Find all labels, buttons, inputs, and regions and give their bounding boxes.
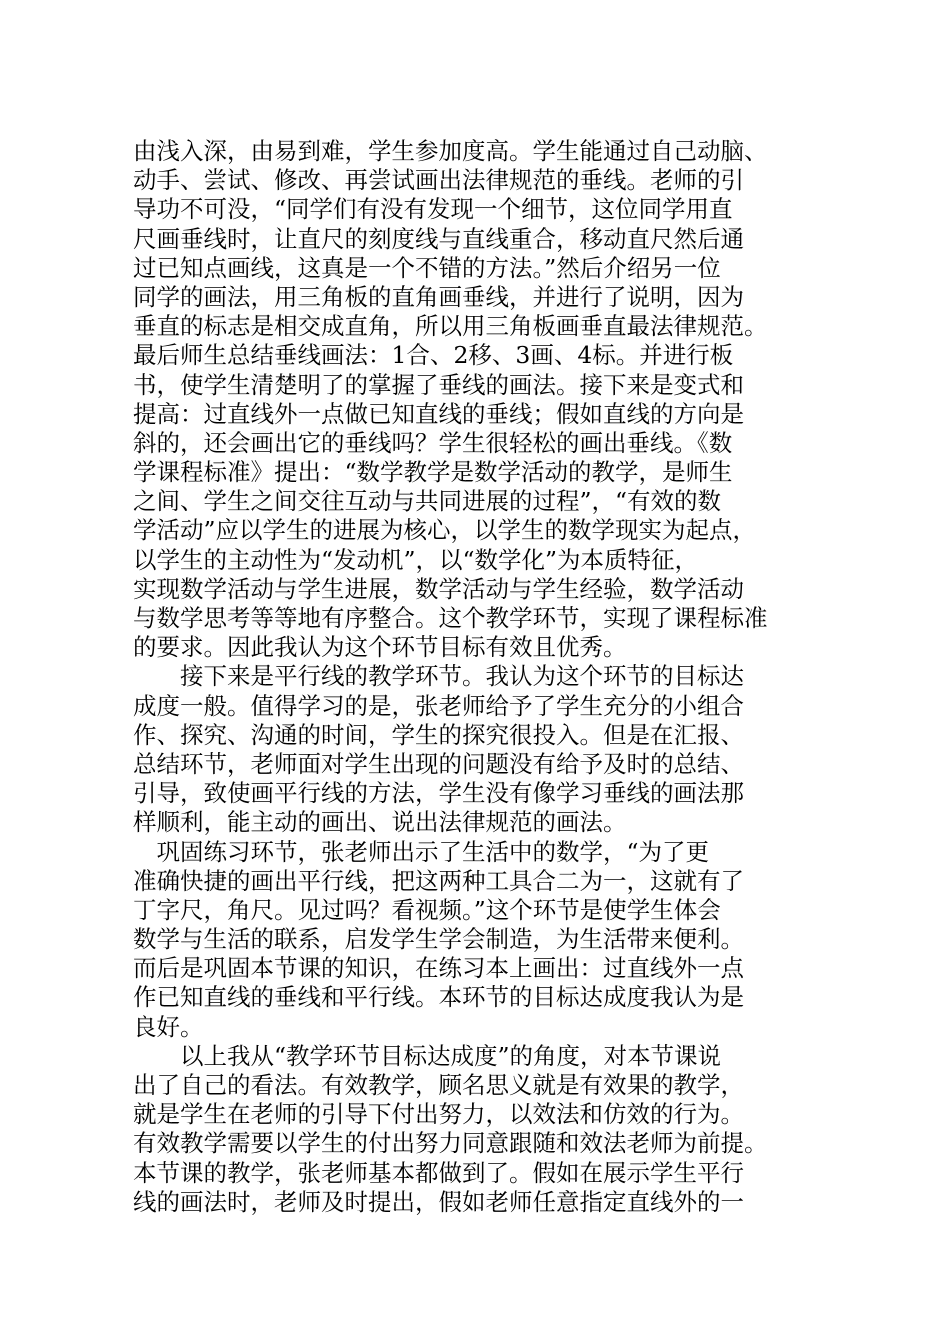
text-line: 本节课的教学，张老师基本都做到了。假如在展示学生平行: [133, 1158, 744, 1187]
text-line: 书，使学生清楚明了的掌握了垂线的画法。接下来是变式和: [133, 370, 744, 399]
text-line: 准确快捷的画出平行线，把这两种工具合二为一，这就有了: [133, 866, 744, 895]
text-line: 最后师生总结垂线画法：1合、2移、3画、4标。并进行板: [133, 341, 734, 370]
text-line: 同学的画法，用三角板的直角画垂线，并进行了说明，因为: [133, 282, 744, 311]
text-line: 提高：过直线外一点做已知直线的垂线；假如直线的方向是: [133, 399, 744, 428]
text-line: 引导，致使画平行线的方法，学生没有像学习垂线的画法那: [133, 779, 744, 808]
text-line: 而后是巩固本节课的知识，在练习本上画出：过直线外一点: [133, 954, 744, 983]
text-line: 之间、学生之间交往互动与共同进展的过程”，“有效的数: [133, 487, 722, 516]
text-line: 以上我从“教学环节目标达成度”的角度，对本节课说: [133, 1041, 722, 1070]
text-line: 由浅入深，由易到难，学生参加度高。学生能通过自己动脑、: [133, 137, 768, 165]
text-line: 导功不可没，“同学们有没有发现一个细节，这位同学用直: [133, 195, 733, 224]
text-line: 出了自己的看法。有效教学，顾名思义就是有效果的教学，: [133, 1071, 744, 1099]
text-line: 巩固练习环节，张老师出示了生活中的数学，“为了更: [133, 837, 710, 866]
text-line: 线的画法时，老师及时提出，假如老师任意指定直线外的一: [133, 1187, 744, 1216]
text-line: 良好。: [133, 1012, 204, 1041]
text-line: 尺画垂线时，让直尺的刻度线与直线重合，移动直尺然后通: [133, 224, 744, 253]
text-line: 接下来是平行线的教学环节。我认为这个环节的目标达: [133, 662, 744, 691]
text-line: 的要求。因此我认为这个环节目标有效且优秀。: [133, 633, 627, 662]
text-line: 垂直的标志是相交成直角，所以用三角板画垂直最法律规范。: [133, 312, 768, 341]
text-line: 与数学思考等等地有序整合。这个教学环节，实现了课程标准: [133, 604, 768, 632]
text-line: 实现数学活动与学生进展，数学活动与学生经验，数学活动: [133, 574, 744, 603]
text-line: 以学生的主动性为“发动机”，以“数学化”为本质特征，: [133, 545, 699, 574]
body-text: [133, 137, 823, 1217]
text-line: 作、探究、沟通的时间，学生的探究很投入。但是在汇报、: [133, 720, 744, 749]
text-line: 总结环节，老师面对学生出现的问题没有给予及时的总结、: [133, 749, 744, 778]
text-line: 有效教学需要以学生的付出努力同意跟随和效法老师为前提。: [133, 1129, 768, 1158]
text-line: 动手、尝试、修改、再尝试画出法律规范的垂线。老师的引: [133, 166, 744, 195]
text-line: 数学与生活的联系，启发学生学会制造，为生活带来便利。: [133, 925, 744, 954]
text-line: 成度一般。值得学习的是，张老师给予了学生充分的小组合: [133, 691, 744, 720]
text-line: 样顺利，能主动的画出、说出法律规范的画法。: [133, 808, 627, 837]
text-line: 就是学生在老师的引导下付出努力，以效法和仿效的行为。: [133, 1100, 744, 1129]
text-line: 丁字尺，角尺。见过吗？看视频。”这个环节是使学生体会: [133, 895, 721, 924]
text-line: 学课程标准》提出：“数学教学是数学活动的教学，是师生: [133, 458, 733, 487]
text-line: 学活动”应以学生的进展为核心，以学生的数学现实为起点，: [133, 516, 757, 545]
text-line: 作已知直线的垂线和平行线。本环节的目标达成度我认为是: [133, 983, 744, 1012]
text-line: 斜的，还会画出它的垂线吗？学生很轻松的画出垂线。《数: [133, 428, 733, 457]
text-line: 过已知点画线，这真是一个不错的方法。”然后介绍另一位: [133, 253, 721, 282]
